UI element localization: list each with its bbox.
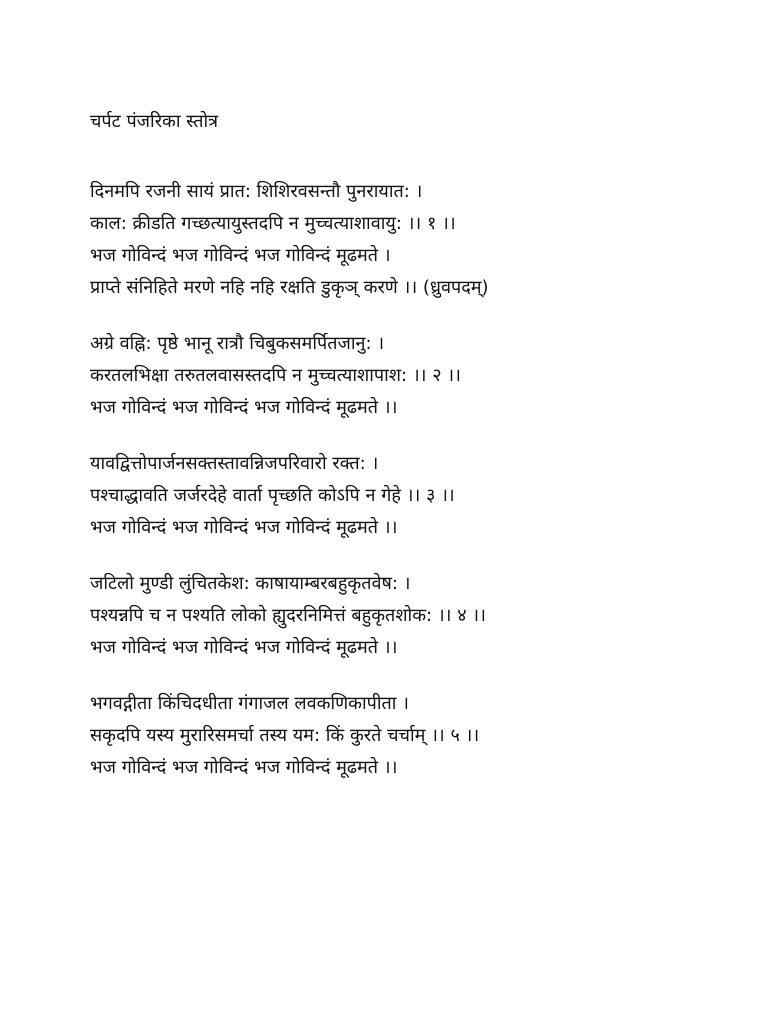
refrain-line: भज गोविन्दं भज गोविन्दं भज गोविन्दं मूढमते । bbox=[90, 245, 391, 266]
document-title: चर्पट पंजरिका स्तोत्र bbox=[90, 111, 219, 132]
verse-line: भगवद्गीता किंचिदधीता गंगाजल लवकणिकापीता । bbox=[90, 693, 409, 714]
dhruvapada-line: प्राप्ते संनिहिते मरणे नहि नहि रक्षति डुकृञ् करणे ।। (ध्रुवपदम्) bbox=[90, 277, 489, 298]
verse-line: सकृदपि यस्य मुरारिसमर्चा तस्य यम: किं कुरते चर्चाम् ।। ५ ।। bbox=[90, 725, 480, 746]
refrain-line: भज गोविन्दं भज गोविन्दं भज गोविन्दं मूढमते ।। bbox=[90, 637, 398, 658]
verse-3 bbox=[90, 448, 750, 544]
verse-line: पश्यन्नपि च न पश्यति लोको ह्युदरनिमित्तं बहुकृतशोक: ।। ४ ।। bbox=[90, 605, 486, 626]
verse-2 bbox=[90, 328, 750, 424]
document-page bbox=[90, 108, 750, 808]
verse-line: काल: क्रीडति गच्छत्यायुस्तदपि न मुच्चत्याशावायु: ।। १ ।। bbox=[90, 213, 456, 234]
verse-line: पश्चाद्धावति जर्जरदेहे वार्ता पृच्छति कोऽपि न गेहे ।। ३ ।। bbox=[90, 485, 455, 506]
verse-5 bbox=[90, 688, 750, 784]
verse-1 bbox=[90, 176, 750, 304]
verse-line: यावद्वित्तोपार्जनसक्तस्तावन्निजपरिवारो रक्त: । bbox=[90, 453, 379, 474]
refrain-line: भज गोविन्दं भज गोविन्दं भज गोविन्दं मूढमते ।। bbox=[90, 397, 398, 418]
verse-4 bbox=[90, 568, 750, 664]
refrain-line: भज गोविन्दं भज गोविन्दं भज गोविन्दं मूढमते ।। bbox=[90, 757, 398, 778]
verse-line: करतलभिक्षा तरुतलवासस्तदपि न मुच्चत्याशापाश: ।। २ ।। bbox=[90, 365, 461, 386]
refrain-line: भज गोविन्दं भज गोविन्दं भज गोविन्दं मूढमते ।। bbox=[90, 517, 398, 538]
verse-line: जटिलो मुण्डी लुंचितकेश: काषायाम्बरबहुकृतवेष: । bbox=[90, 573, 411, 594]
verse-line: दिनमपि रजनी सायं प्रात: शिशिरवसन्तौ पुनरायात: । bbox=[90, 181, 423, 202]
verse-line: अग्रे वह्नि: पृष्ठे भानू रात्रौ चिबुकसमर्पितजानु: । bbox=[90, 333, 385, 354]
